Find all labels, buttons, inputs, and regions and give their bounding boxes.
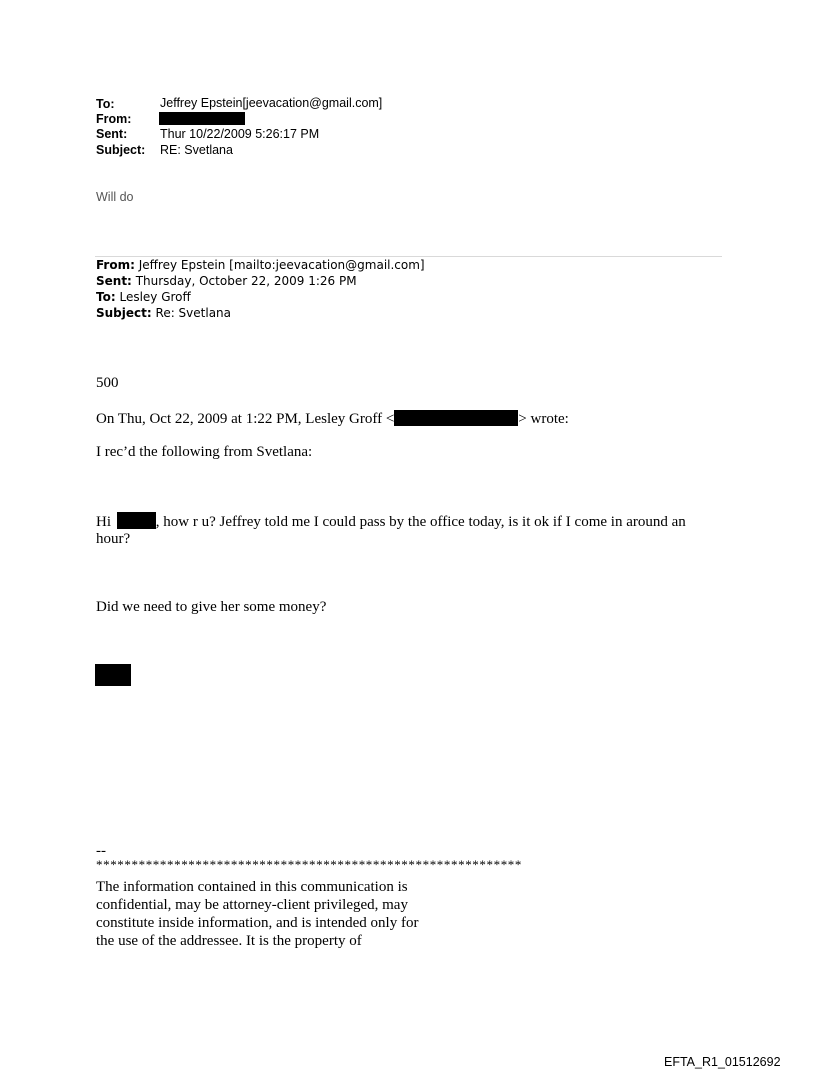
fwd-sent-value: Thursday, October 22, 2009 1:26 PM: [135, 274, 357, 288]
svetlana-rest-line1: , how r u? Jeffrey told me I could pass by the office today, is it ok if I come in around an: [155, 514, 686, 530]
to-label: To:: [96, 97, 115, 111]
amount-text: 500: [96, 375, 119, 391]
redaction-bar: [159, 112, 245, 125]
signature-dashes: --: [96, 843, 106, 859]
signature-stars: ************************************************************: [96, 857, 522, 872]
disclaimer-line: constitute inside information, and is intended only for: [96, 915, 419, 931]
fwd-from-line: [96, 258, 425, 272]
fwd-from-label: From:: [96, 258, 135, 272]
svetlana-message-line1: [96, 512, 686, 531]
fwd-to-value: Lesley Groff: [119, 290, 191, 304]
fwd-subject-value: Re: Svetlana: [155, 306, 232, 320]
quote-intro-before: On Thu, Oct 22, 2009 at 1:22 PM, Lesley Groff <: [96, 411, 395, 427]
quote-intro: [96, 410, 569, 428]
fwd-to-line: [96, 290, 191, 304]
document-id: EFTA_R1_01512692: [664, 1055, 781, 1069]
received-line: I rec’d the following from Svetlana:: [96, 444, 313, 460]
redaction-bar: [394, 410, 518, 426]
disclaimer-line: confidential, may be attorney-client privileged, may: [96, 897, 408, 913]
fwd-sent-line: [96, 274, 357, 288]
fwd-to-label: To:: [96, 290, 116, 304]
fwd-from-value: Jeffrey Epstein [mailto:jeevacation@gmail.com]: [138, 258, 425, 272]
signature-redaction: [95, 664, 131, 686]
redaction-bar: [117, 512, 156, 529]
svetlana-hi: Hi: [96, 514, 111, 530]
sent-label: Sent:: [96, 127, 128, 141]
sent-value: Thur 10/22/2009 5:26:17 PM: [160, 127, 320, 141]
disclaimer-line: the use of the addressee. It is the property of: [96, 933, 362, 949]
to-value: Jeffrey Epstein[jeevacation@gmail.com]: [160, 96, 383, 110]
subject-label: Subject:: [96, 143, 146, 157]
quote-intro-after: > wrote:: [518, 411, 569, 427]
fwd-subject-line: [96, 306, 231, 320]
reply-text: Will do: [96, 190, 134, 204]
svetlana-message-line2: hour?: [96, 531, 131, 547]
from-label: From:: [96, 112, 132, 126]
disclaimer-line: The information contained in this communication is: [96, 879, 408, 895]
question-line: Did we need to give her some money?: [96, 599, 327, 615]
fwd-sent-label: Sent:: [96, 274, 132, 288]
divider: [95, 256, 722, 257]
subject-value: RE: Svetlana: [160, 143, 233, 157]
fwd-subject-label: Subject:: [96, 306, 152, 320]
